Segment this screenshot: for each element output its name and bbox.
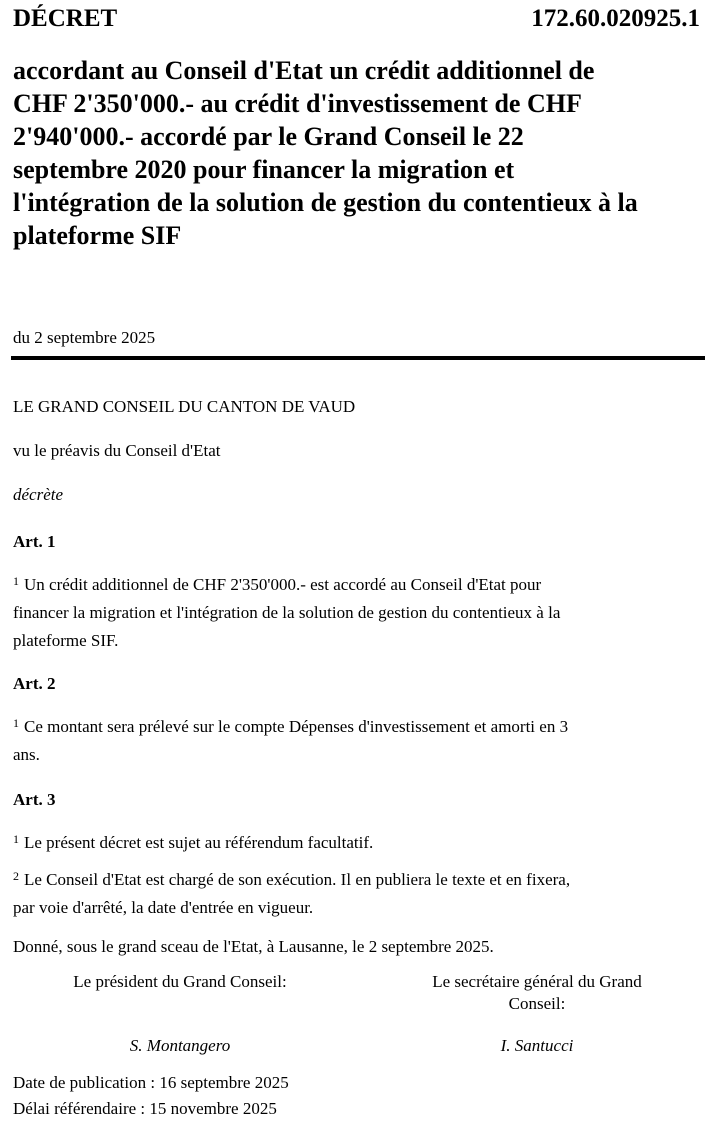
paragraph-number: 1 <box>13 574 19 588</box>
secretary-name: I. Santucci <box>500 1036 574 1055</box>
paragraph-line <box>13 866 701 894</box>
title-line: accordant au Conseil d'Etat un crédit additionnel de <box>13 56 595 85</box>
title-line: septembre 2020 pour financer la migration et <box>13 155 515 184</box>
paragraph-line <box>13 829 701 857</box>
article-heading: Art. 3 <box>13 790 56 809</box>
paragraph-text: Un crédit additionnel de CHF 2'350'000.- est accordé au Conseil d'Etat pour <box>24 575 542 594</box>
paragraph-line <box>13 571 701 599</box>
paragraph-line: ans. <box>13 745 40 764</box>
title-line: 2'940'000.- accordé par le Grand Conseil le 22 <box>13 122 524 151</box>
decree-date: du 2 septembre 2025 <box>13 328 156 347</box>
article-1-paragraph-1 <box>13 571 701 655</box>
title-line: plateforme SIF <box>13 221 182 250</box>
article-3-paragraph-2 <box>13 866 701 922</box>
paragraph-line <box>13 713 701 741</box>
article-heading: Art. 1 <box>13 532 56 551</box>
article-2-paragraph-1 <box>13 713 701 769</box>
president-name: S. Montangero <box>129 1036 231 1055</box>
preamble-vu: vu le préavis du Conseil d'Etat <box>13 441 221 460</box>
document-number: 172.60.020925.1 <box>531 5 700 32</box>
paragraph-text: Ce montant sera prélevé sur le compte Dépenses d'investissement et amorti en 3 <box>24 717 569 736</box>
closing-formula: Donné, sous le grand sceau de l'Etat, à Lausanne, le 2 septembre 2025. <box>13 937 494 956</box>
president-title: Le président du Grand Conseil: <box>73 972 287 991</box>
title-line: l'intégration de la solution de gestion du contentieux à la <box>13 188 638 217</box>
article-3-paragraph-1 <box>13 829 701 857</box>
referendum-deadline: Délai référendaire : 15 novembre 2025 <box>13 1099 277 1118</box>
preamble-decrete: décrète <box>13 485 64 504</box>
paragraph-number: 2 <box>13 869 19 883</box>
secretary-title-line: Conseil: <box>508 994 566 1013</box>
paragraph-line: par voie d'arrêté, la date d'entrée en vigueur. <box>13 898 314 917</box>
paragraph-line: plateforme SIF. <box>13 631 119 650</box>
header-divider <box>11 356 705 360</box>
article-heading: Art. 2 <box>13 674 56 693</box>
paragraph-number: 1 <box>13 832 19 846</box>
paragraph-text: Le présent décret est sujet au référendum facultatif. <box>24 833 374 852</box>
document-type: DÉCRET <box>13 5 118 32</box>
secretary-title <box>387 971 687 1015</box>
paragraph-number: 1 <box>13 716 19 730</box>
decree-title <box>13 54 703 252</box>
authority: LE GRAND CONSEIL DU CANTON DE VAUD <box>13 397 356 416</box>
publication-date: Date de publication : 16 septembre 2025 <box>13 1073 289 1092</box>
paragraph-line: financer la migration et l'intégration de la solution de gestion du contentieux à la <box>13 603 561 622</box>
secretary-title-line: Le secrétaire général du Grand <box>432 972 642 991</box>
title-line: CHF 2'350'000.- au crédit d'investissement de CHF <box>13 89 582 118</box>
paragraph-text: Le Conseil d'Etat est chargé de son exécution. Il en publiera le texte et en fixera, <box>24 870 571 889</box>
